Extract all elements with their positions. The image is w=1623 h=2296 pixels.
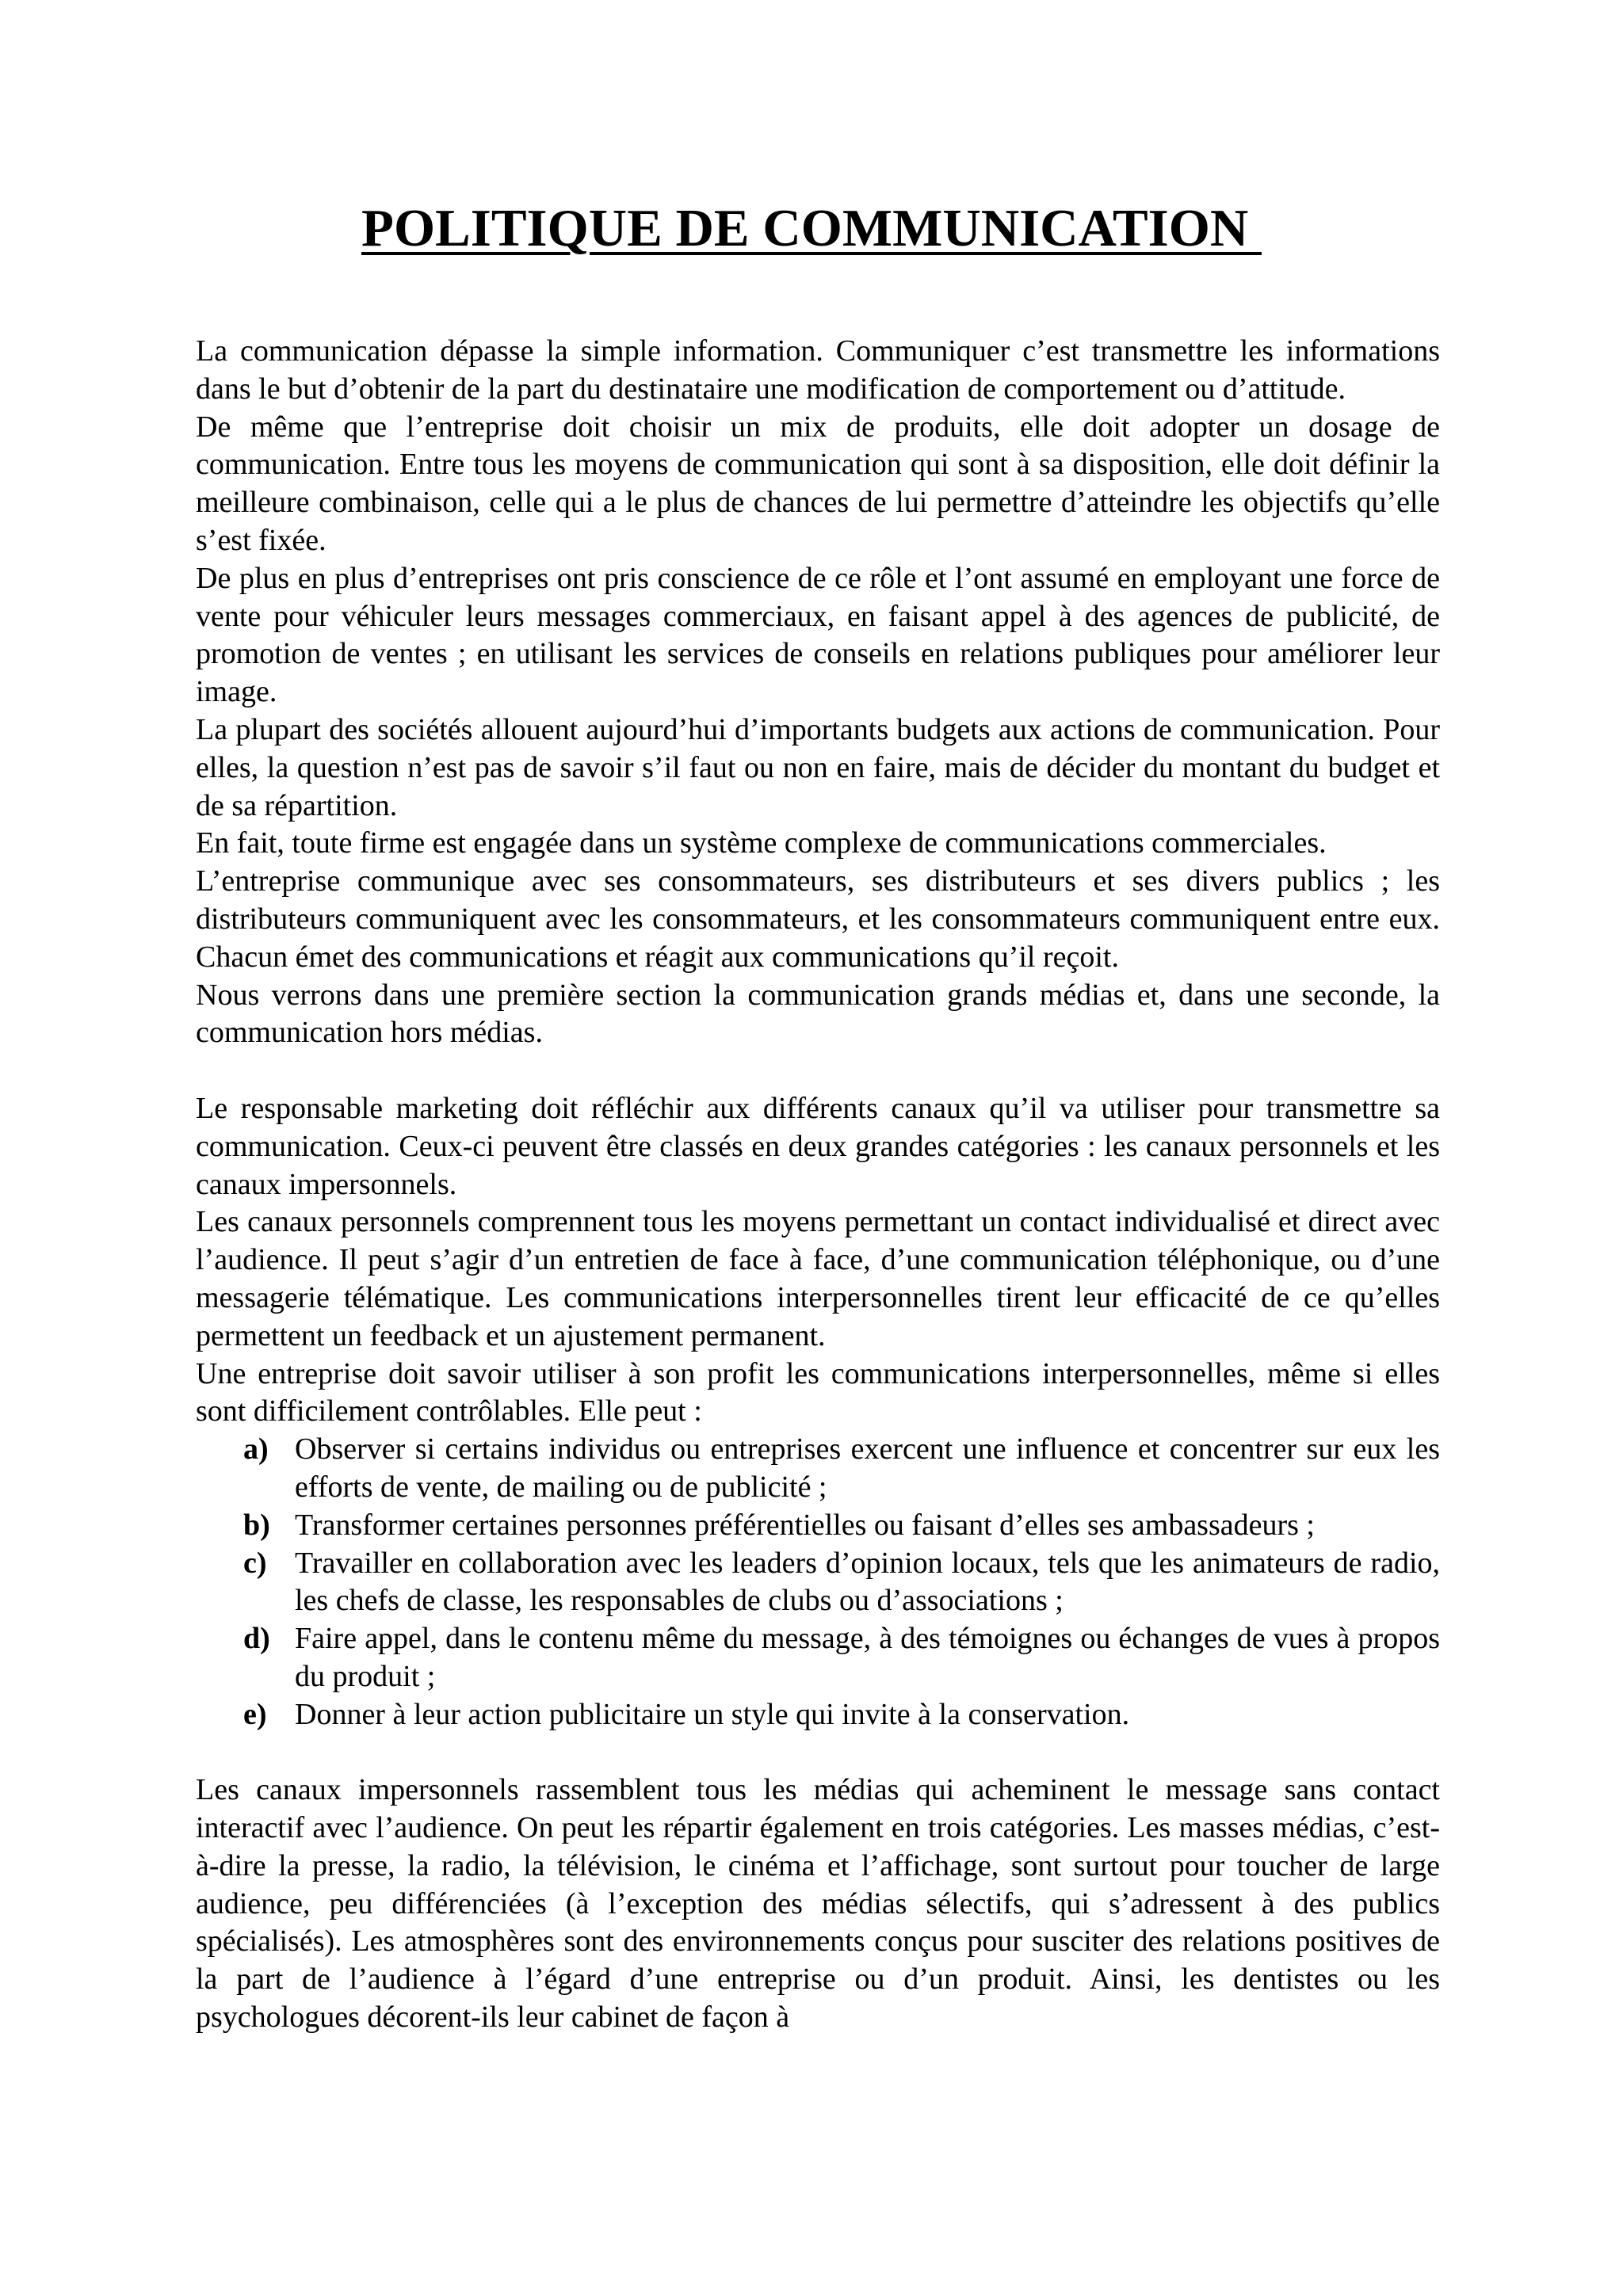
list-marker: a) [243, 1432, 269, 1466]
paragraph: Les canaux personnels comprennent tous les moyens permettant un contact individualisé et direct avec l’audience. Il peut s’agir d’un entretien de face à face, d’une communication téléphonique, ou d’une messagerie télématique. Les communications interpersonnelles tirent leur efficacité de ce qu’elles permettent un feedback et un ajustement permanent. [196, 1205, 1440, 1352]
list-marker: d) [243, 1622, 270, 1656]
list-item-text: Transformer certaines personnes préférentielles ou faisant d’elles ses ambassadeurs ; [295, 1508, 1315, 1542]
list-marker: e) [243, 1697, 267, 1731]
paragraph: La communication dépasse la simple information. Communiquer c’est transmettre les informations dans le but d’obtenir de la part du destinataire une modification de comportement ou d’attitude. [196, 334, 1440, 406]
actions-list [196, 1431, 1440, 1733]
list-item-text: Travailler en collaboration avec les leaders d’opinion locaux, tels que les animateurs de radio, les chefs de classe, les responsables de clubs ou d’associations ; [295, 1546, 1440, 1618]
paragraph: En fait, toute firme est engagée dans un système complexe de communications commerciales. [196, 826, 1327, 860]
paragraph: Une entreprise doit savoir utiliser à son profit les communications interpersonnelles, même si elles sont difficilement contrôlables. Elle peut : [196, 1356, 1440, 1428]
paragraph: De plus en plus d’entreprises ont pris conscience de ce rôle et l’ont assumé en employant une force de vente pour véhiculer leurs messages commerciaux, en faisant appel à des agences de publicité, de promotion de ventes ; en utilisant les services de conseils en relations publiques pour améliorer leur image. [196, 561, 1440, 709]
paragraph: La plupart des sociétés allouent aujourd’hui d’importants budgets aux actions de communication. Pour elles, la question n’est pas de savoir s’il faut ou non en faire, mais de décider du montant du budget et de sa répartition. [196, 712, 1440, 822]
list-marker: c) [243, 1546, 267, 1580]
list-item [196, 1696, 1440, 1734]
list-item-text: Observer si certains individus ou entreprises exercent une influence et concentrer sur eux les efforts de vente, de mailing ou de publicité ; [295, 1432, 1440, 1504]
list-item-text: Faire appel, dans le contenu même du message, à des témoignes ou échanges de vues à propos du produit ; [295, 1622, 1440, 1693]
list-item-text: Donner à leur action publicitaire un style qui invite à la conservation. [295, 1697, 1130, 1731]
paragraph: Le responsable marketing doit réfléchir aux différents canaux qu’il va utiliser pour transmettre sa communication. Ceux-ci peuvent être classés en deux grandes catégories : les canaux personnels et les canaux impersonnels. [196, 1091, 1440, 1201]
list-marker: b) [243, 1508, 270, 1542]
paragraph: Nous verrons dans une première section la communication grands médias et, dans une seconde, la communication hors médias. [196, 978, 1440, 1050]
list-item [196, 1507, 1440, 1545]
paragraph: L’entreprise communique avec ses consommateurs, ses distributeurs et ses divers publics ; les distributeurs communiquent avec les consommateurs, et les consommateurs communiquent entre eux. Chacun émet des communications et réagit aux communications qu’il reçoit. [196, 864, 1440, 974]
document-body [196, 333, 1440, 2037]
paragraph: Les canaux impersonnels rassemblent tous les médias qui acheminent le message sans contact interactif avec l’audience. On peut les répartir également en trois catégories. Les masses médias, c’est-à-dire la presse, la radio, la télévision, le cinéma et l’affichage, sont surtout pour toucher de large audience, peu différenciées (à l’exception des médias sélectifs, qui s’adressent à des publics spécialisés). Les atmosphères sont des environnements conçus pour susciter des relations positives de la part de l’audience à l’égard d’une entreprise ou d’un produit. Ainsi, les dentistes ou les psychologues décorent-ils leur cabinet de façon à [196, 1773, 1440, 2035]
paragraph: De même que l’entreprise doit choisir un mix de produits, elle doit adopter un dosage de communication. Entre tous les moyens de communication qui sont à sa disposition, elle doit définir la meilleure combinaison, celle qui a le plus de chances de lui permettre d’atteindre les objectifs qu’elle s’est fixée. [196, 410, 1440, 557]
list-item [196, 1545, 1440, 1621]
page-title: POLITIQUE DE COMMUNICATION [361, 199, 1262, 257]
list-item [196, 1620, 1440, 1696]
list-item [196, 1431, 1440, 1507]
